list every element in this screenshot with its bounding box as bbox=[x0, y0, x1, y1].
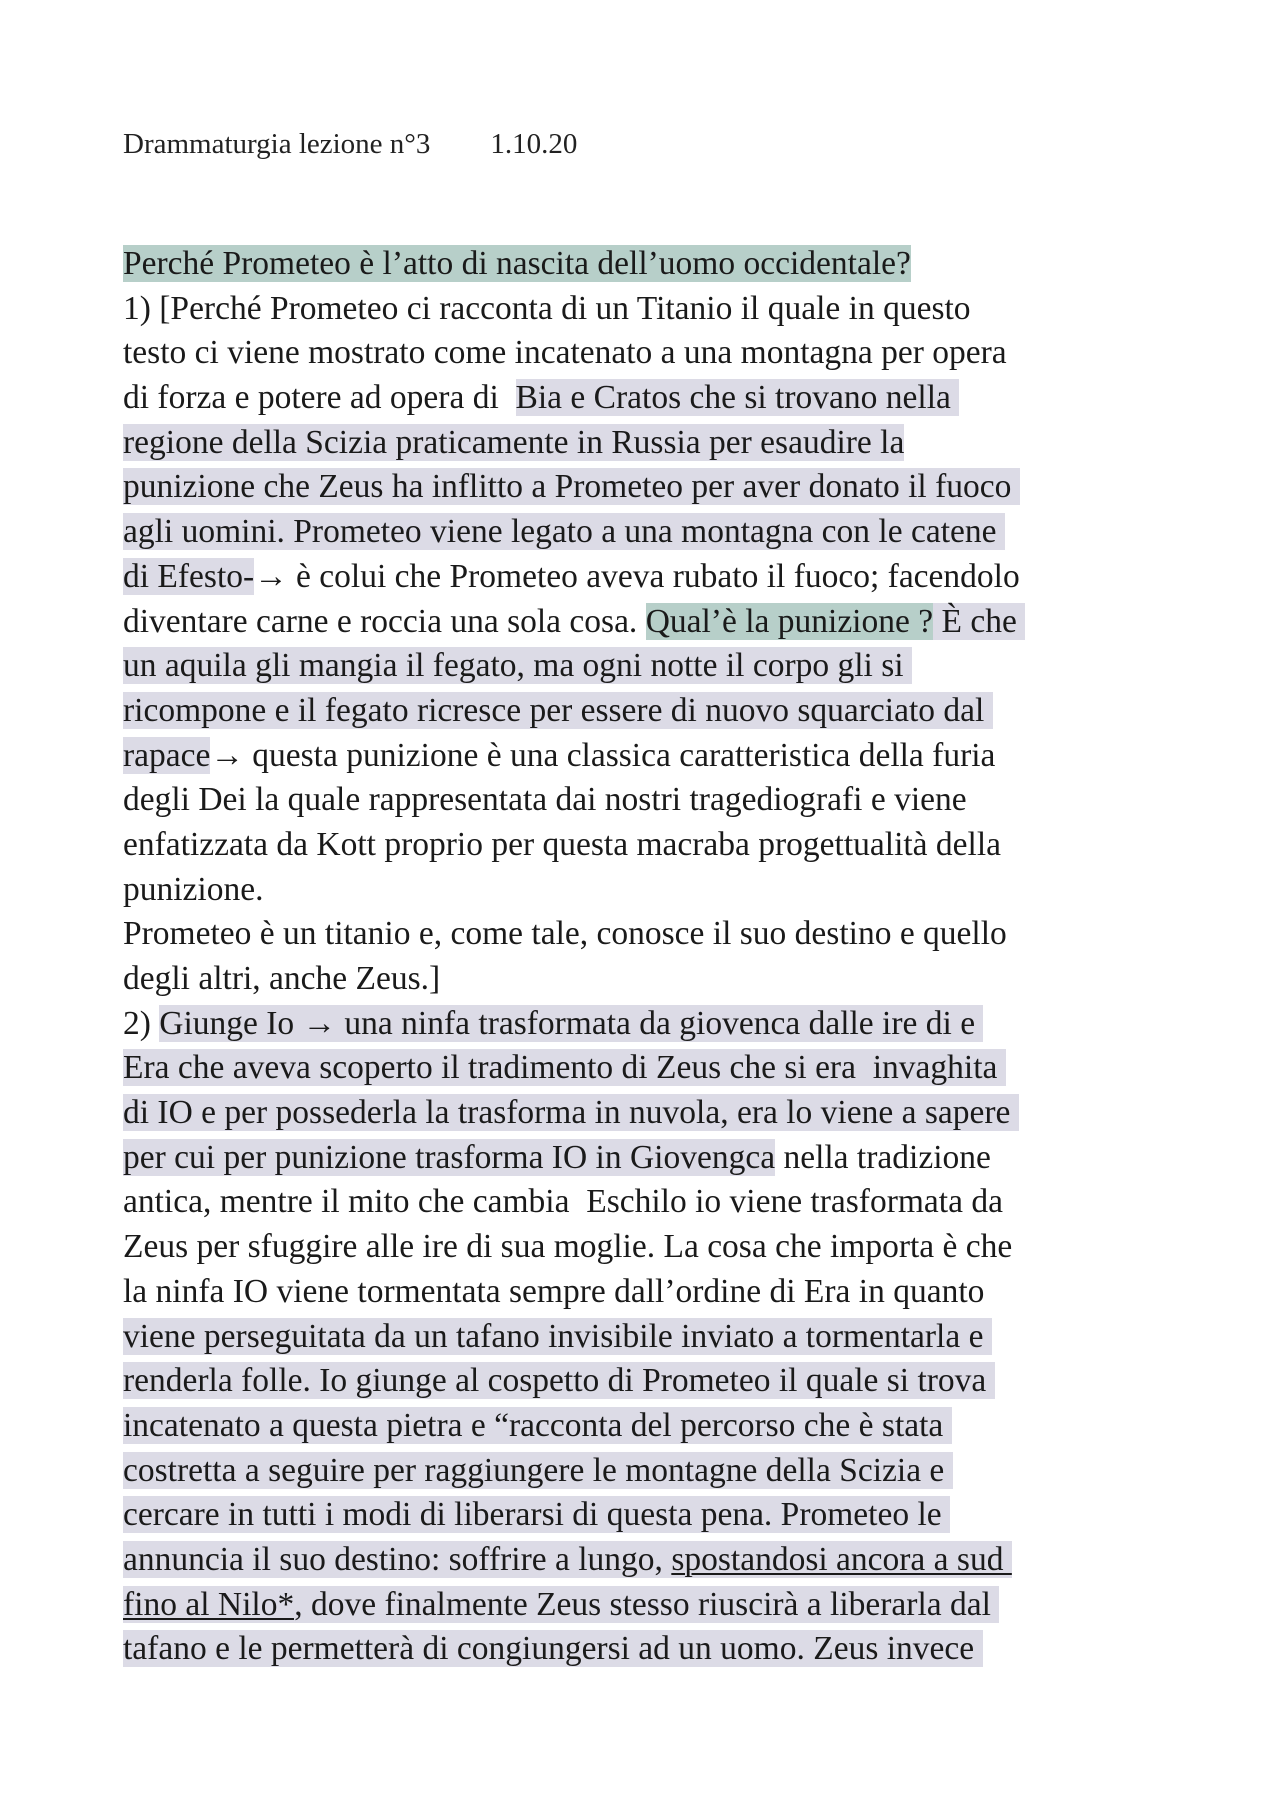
highlighted-text: di Efesto- bbox=[123, 557, 255, 595]
text-segment: 1) [Perché Prometeo ci racconta di un Titanio il quale in questo bbox=[123, 289, 971, 327]
text-line bbox=[123, 1046, 1173, 1091]
highlighted-text: un aquila gli mangia il fegato, ma ogni notte il corpo gli si bbox=[123, 647, 912, 685]
text-line bbox=[123, 1359, 1173, 1404]
text-segment: degli Dei la quale rappresentata dai nostri tragediografi e viene bbox=[123, 781, 967, 819]
text-line bbox=[123, 1627, 1173, 1672]
text-line bbox=[123, 1583, 1173, 1628]
highlighted-text: agli uomini. Prometeo viene legato a una montagna con le catene bbox=[123, 513, 1005, 551]
highlighted-text: fino al Nilo* bbox=[123, 1585, 295, 1623]
text-line bbox=[123, 600, 1173, 645]
text-segment: Prometeo è un titanio e, come tale, conosce il suo destino e quello bbox=[123, 915, 1007, 953]
highlighted-text: rapace bbox=[123, 736, 211, 774]
text-line bbox=[123, 1449, 1173, 1494]
highlighted-text: cercare in tutti i modi di liberarsi di questa pena. Prometeo le bbox=[123, 1496, 950, 1534]
text-segment: → questa punizione è una classica caratteristica della furia bbox=[210, 736, 996, 774]
text-segment: punizione. bbox=[123, 870, 264, 908]
text-line bbox=[123, 1493, 1173, 1538]
text-segment: → è colui che Prometeo aveva rubato il fuoco; facendolo bbox=[254, 557, 1020, 595]
highlighted-text: per cui per punizione trasforma IO in Giovengca bbox=[123, 1138, 776, 1176]
text-line bbox=[123, 1136, 1173, 1181]
highlighted-text: Qual’è la punizione ? bbox=[645, 602, 934, 640]
text-line bbox=[123, 376, 1173, 421]
highlighted-text: tafano e le permetterà di congiungersi ad un uomo. Zeus invece bbox=[123, 1630, 983, 1668]
text-segment: testo ci viene mostrato come incatenato a una montagna per opera bbox=[123, 334, 1007, 372]
text-line bbox=[123, 868, 1173, 913]
text-segment: di forza e potere ad opera di bbox=[123, 379, 516, 417]
text-line bbox=[123, 1315, 1173, 1360]
text-line bbox=[123, 1002, 1173, 1047]
text-line bbox=[123, 778, 1173, 823]
text-segment: nella tradizione bbox=[775, 1138, 991, 1176]
text-segment: degli altri, anche Zeus.] bbox=[123, 960, 441, 997]
highlighted-text: punizione che Zeus ha inflitto a Prometeo per aver donato il fuoco bbox=[123, 468, 1020, 506]
highlighted-text: costretta a seguire per raggiungere le montagne della Scizia e bbox=[123, 1451, 953, 1489]
text-line bbox=[123, 421, 1173, 466]
text-line bbox=[123, 510, 1173, 555]
text-line bbox=[123, 1404, 1173, 1449]
text-line bbox=[123, 689, 1173, 734]
highlighted-text: Giunge Io → una ninfa trasformata da giovenca dalle ire di e bbox=[159, 1004, 984, 1042]
text-line bbox=[123, 734, 1173, 779]
highlighted-text: È che bbox=[933, 602, 1026, 640]
header-title: Drammaturgia lezione n°3 bbox=[123, 128, 431, 160]
text-segment: enfatizzata da Kott proprio per questa macraba progettualità della bbox=[123, 825, 1002, 863]
text-line bbox=[123, 1225, 1173, 1270]
text-line bbox=[123, 465, 1173, 510]
text-segment: diventare carne e roccia una sola cosa. bbox=[123, 602, 646, 640]
highlighted-text: incatenato a questa pietra e “racconta del percorso che è stata bbox=[123, 1406, 952, 1444]
text-segment: 2) bbox=[123, 1004, 160, 1042]
text-line bbox=[123, 555, 1173, 600]
document-header bbox=[123, 124, 577, 164]
highlighted-text: spostandosi ancora a sud bbox=[671, 1540, 1012, 1578]
document-body bbox=[123, 242, 1173, 1672]
highlighted-text: Era che aveva scoperto il tradimento di Zeus che si era invaghita bbox=[123, 1049, 1006, 1087]
text-line bbox=[123, 957, 1173, 1002]
text-line bbox=[123, 1180, 1173, 1225]
text-line bbox=[123, 823, 1173, 868]
highlighted-text: viene perseguitata da un tafano invisibile inviato a tormentarla e bbox=[123, 1317, 992, 1355]
text-line bbox=[123, 287, 1173, 332]
highlighted-text: annuncia il suo destino: soffrire a lungo, bbox=[123, 1540, 672, 1578]
text-line bbox=[123, 1270, 1173, 1315]
text-line bbox=[123, 644, 1173, 689]
highlighted-text: renderla folle. Io giunge al cospetto di Prometeo il quale si trova bbox=[123, 1362, 995, 1400]
highlighted-text: Bia e Cratos che si trovano nella bbox=[515, 379, 960, 417]
highlighted-text: ricompone e il fegato ricresce per essere di nuovo squarciato dal bbox=[123, 691, 993, 729]
text-line bbox=[123, 1091, 1173, 1136]
text-line bbox=[123, 912, 1173, 957]
header-date: 1.10.20 bbox=[490, 128, 578, 160]
text-segment: Zeus per sfuggire alle ire di sua moglie. La cosa che importa è che bbox=[123, 1228, 1013, 1266]
text-segment: antica, mentre il mito che cambia Eschilo io viene trasformata da bbox=[123, 1183, 1003, 1221]
highlighted-text: regione della Scizia praticamente in Russia per esaudire la bbox=[123, 423, 905, 461]
text-segment: la ninfa IO viene tormentata sempre dall’ordine di Era in quanto bbox=[123, 1272, 985, 1310]
text-line bbox=[123, 1538, 1173, 1583]
text-line bbox=[123, 242, 1173, 287]
highlighted-text: di IO e per possederla la trasforma in nuvola, era lo viene a sapere bbox=[123, 1094, 1019, 1132]
highlighted-text: , dove finalmente Zeus stesso riuscirà a liberarla dal bbox=[294, 1585, 1000, 1623]
text-line bbox=[123, 331, 1173, 376]
highlighted-text: Perché Prometeo è l’atto di nascita dell’uomo occidentale? bbox=[123, 245, 911, 282]
